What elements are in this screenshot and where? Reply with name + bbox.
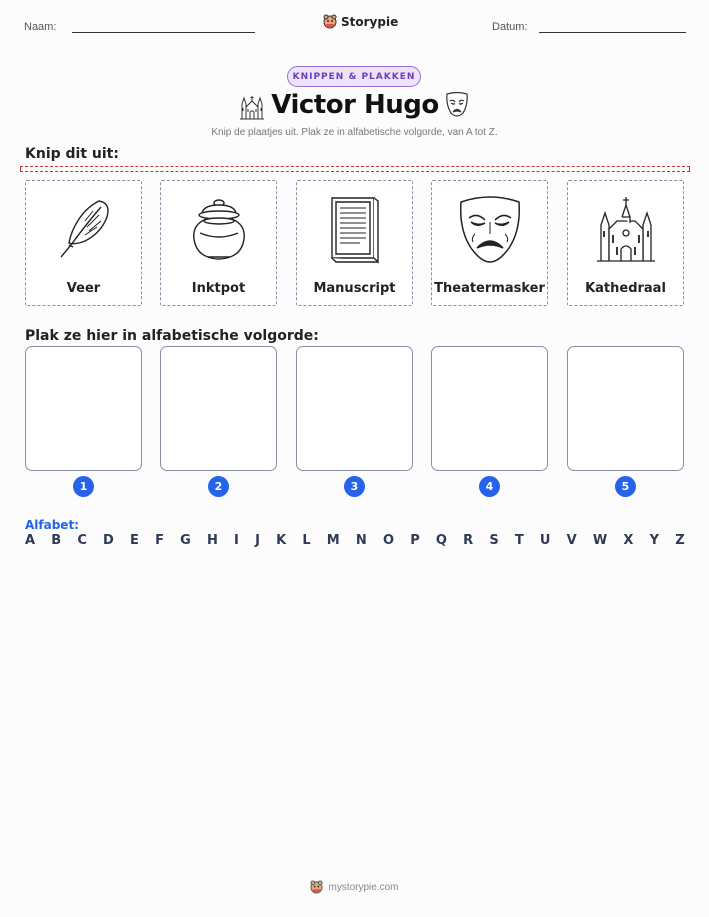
name-line[interactable] (72, 32, 255, 33)
activity-badge: KNIPPEN & PLAKKEN (287, 66, 421, 87)
alphabet-letter: R (463, 533, 474, 548)
name-label: Naam: (24, 21, 57, 33)
manuscript-book-icon (320, 194, 390, 266)
alphabet-letter: K (276, 533, 287, 548)
quill-feather-icon (49, 195, 119, 265)
alphabet-letter: O (382, 533, 395, 548)
cut-card-label: Veer (66, 281, 101, 296)
paste-number-3: 3 (344, 476, 365, 497)
theater-mask-icon (455, 194, 525, 266)
alphabet-letter: A (25, 533, 36, 548)
storypie-mascot-icon (310, 880, 323, 894)
paste-heading: Plak ze hier in alfabetische volgorde: (25, 328, 319, 344)
alphabet-letter: Z (675, 533, 685, 548)
alphabet-letter: C (77, 533, 87, 548)
instructions: Knip de plaatjes uit. Plak ze in alfabetische volgorde, van A tot Z. (211, 127, 498, 138)
alphabet-letter: W (592, 533, 608, 548)
alphabet-letter: Y (649, 533, 660, 548)
paste-box-4[interactable] (431, 346, 548, 471)
cut-card-label: Kathedraal (585, 281, 666, 296)
cut-card-manuscript[interactable] (296, 180, 413, 306)
paste-number-4: 4 (479, 476, 500, 497)
brand-name: Storypie (341, 14, 399, 29)
inkpot-icon (184, 195, 254, 265)
title-cathedral-icon (239, 92, 265, 124)
alphabet-letter: H (206, 533, 218, 548)
alphabet-letter: S (489, 533, 499, 548)
paste-number-1: 1 (73, 476, 94, 497)
alphabet-letter: Q (435, 533, 447, 548)
alphabet-letter: L (302, 533, 311, 548)
alphabet-letter: P (410, 533, 420, 548)
alphabet-letter: J (255, 533, 260, 548)
alphabet-letter: U (539, 533, 551, 548)
paste-box-1[interactable] (25, 346, 142, 471)
page-title: Victor Hugo (271, 90, 439, 120)
cut-card-theatermasker[interactable] (431, 180, 548, 306)
paste-box-2[interactable] (160, 346, 277, 471)
cut-card-label: Manuscript (313, 281, 396, 296)
cut-card-label: Inktpot (191, 281, 246, 296)
cut-card-kathedraal[interactable] (567, 180, 684, 306)
cut-heading: Knip dit uit: (25, 146, 119, 162)
alphabet-letter: G (180, 533, 191, 548)
alphabet-row (25, 533, 685, 548)
footer (0, 880, 709, 894)
alphabet-letter: I (234, 533, 239, 548)
alphabet-letter: M (326, 533, 340, 548)
title-theater-mask-icon (445, 91, 469, 123)
cut-line (20, 166, 690, 172)
alphabet-letter: V (566, 533, 577, 548)
alphabet-letter: D (103, 533, 114, 548)
storypie-mascot-icon (323, 14, 337, 29)
alphabet-letter: E (130, 533, 139, 548)
cut-card-veer[interactable] (25, 180, 142, 306)
alphabet-letter: T (514, 533, 524, 548)
date-line[interactable] (539, 32, 686, 33)
cut-card-inktpot[interactable] (160, 180, 277, 306)
alphabet-letter: B (51, 533, 62, 548)
footer-url[interactable]: mystorypie.com (328, 881, 399, 893)
paste-box-5[interactable] (567, 346, 684, 471)
date-label: Datum: (492, 21, 528, 33)
alphabet-letter: F (155, 533, 164, 548)
cathedral-icon (595, 195, 657, 265)
storypie-logo (323, 14, 398, 29)
paste-box-3[interactable] (296, 346, 413, 471)
alphabet-letter: N (355, 533, 367, 548)
cut-card-label: Theatermasker (434, 281, 545, 296)
alphabet-title: Alfabet: (25, 518, 79, 532)
paste-number-2: 2 (208, 476, 229, 497)
paste-number-5: 5 (615, 476, 636, 497)
alphabet-letter: X (623, 533, 634, 548)
